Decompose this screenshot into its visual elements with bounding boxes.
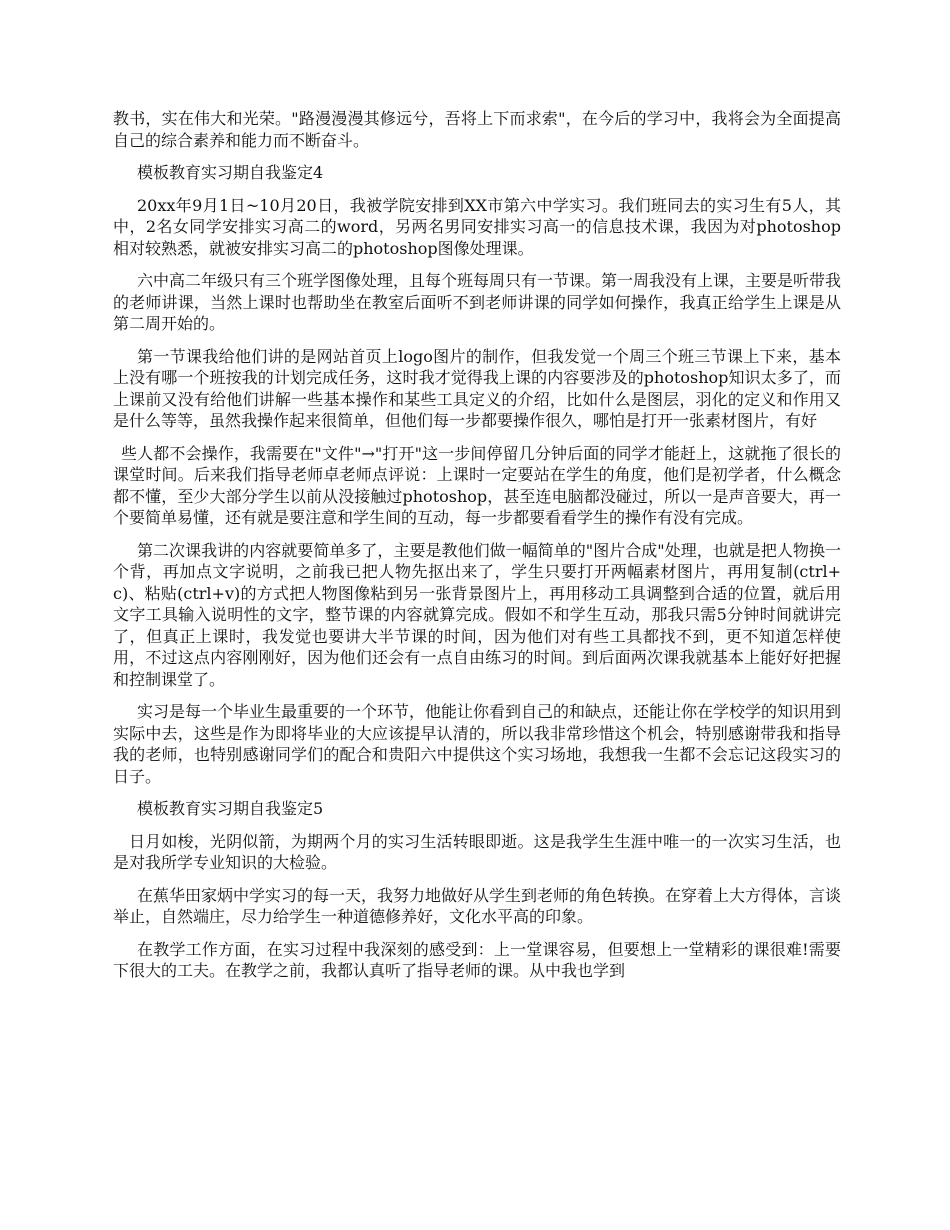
paragraph-first-week: 六中高二年级只有三个班学图像处理，且每个班每周只有一节课。第一周我没有上课，主要是听带我的老师讲课，当然上课时也帮助坐在教室后面听不到老师讲课的同学如何操作，我真正给学生上课是从第二周开始的。	[113, 271, 842, 333]
paragraph-teacher-feedback: 些人都不会操作，我需要在"文件"→"打开"这一步间停留几分钟后面的同学才能赶上，这就拖了很长的课堂时间。后来我们指导老师卓老师点评说：上课时一定要站在学生的角度，他们是初学者，什么概念都不懂，至少大部分学生以前从没接触过photoshop，甚至连电脑都没碰过，所以一是声音要大，再一个要简单易懂，还有就是要注意和学生间的互动，每一步都要看看学生的操作有没有完成。	[113, 443, 841, 527]
paragraph-teaching-work: 在教学工作方面，在实习过程中我深刻的感受到：上一堂课容易，但要想上一堂精彩的课很难!需要下很大的工夫。在教学之前，我都认真听了指导老师的课。从中我也学到	[113, 939, 841, 980]
paragraph-second-lesson: 第二次课我讲的内容就要简单多了，主要是教他们做一幅简单的"图片合成"处理，也就是把人物换一个背，再加点文字说明，之前我已把人物先抠出来了，学生只要打开两幅素材图片，再用复制(ctrl+c)、粘贴(ctrl+v)的方式把人物图像粘到另一张背景图片上，再用移动工具调整到合适的位置，就后用文字工具输入说明性的文字，整节课的内容就算完成。假如不和学生互动，那我只需5分钟时间就讲完了，但真正上课时，我发觉也要讲大半节课的时间，因为他们对有些工具都找不到，更不知道怎样使用，不过这点内容刚刚好，因为他们还会有一点自由练习的时间。到后面两次课我就基本上能好好把握和控制课堂了。	[113, 540, 841, 689]
paragraph-time-flies: 日月如梭，光阴似箭，为期两个月的实习生活转眼即逝。这是我学生生涯中唯一的一次实习生活，也是对我所学专业知识的大检验。	[113, 831, 841, 872]
document-page	[113, 108, 841, 993]
paragraph-first-lesson: 第一节课我给他们讲的是网站首页上logo图片的制作，但我发觉一个周三个班三节课上下来，基本上没有哪一个班按我的计划完成任务，这时我才觉得我上课的内容要涉及的photoshop知识太多了，而上课前又没有给他们讲解一些基本操作和某些工具定义的介绍，比如什么是图层，羽化的定义和作用又是什么等等，虽然我操作起来很简单，但他们每一步都要操作很久，哪怕是打开一张素材图片，有好	[113, 346, 841, 430]
paragraph-internship-reflection: 实习是每一个毕业生最重要的一个环节，他能让你看到自己的和缺点，还能让你在学校学的知识用到实际中去，这些是作为即将毕业的大应该提早认清的，所以我非常珍惜这个机会，特别感谢带我和指导我的老师，也特别感谢同学们的配合和贵阳六中提供这个实习场地，我想我一生都不会忘记这段实习的日子。	[113, 702, 842, 786]
section-heading-5: 模板教育实习期自我鉴定5	[137, 799, 324, 818]
paragraph-internship-arrangement: 20xx年9月1日~10月20日，我被学院安排到XX市第六中学实习。我们班同去的实习生有5人，其中，2名女同学安排实习高二的word，另两名男同安排实习高一的信息技术课，我因为对photoshop相对较熟悉，就被安排实习高二的photoshop图像处理课。	[113, 195, 841, 258]
paragraph-role-transition: 在蕉华田家炳中学实习的每一天，我努力地做好从学生到老师的角色转换。在穿着上大方得体，言谈举止，自然端庄，尽力给学生一种道德修养好，文化水平高的印象。	[113, 885, 842, 926]
paragraph-intro-end: 教书，实在伟大和光荣。"路漫漫漫其修远兮，吾将上下而求索"，在今后的学习中，我将会为全面提高自己的综合素养和能力而不断奋斗。	[113, 109, 841, 150]
section-heading-4: 模板教育实习期自我鉴定4	[137, 163, 324, 182]
